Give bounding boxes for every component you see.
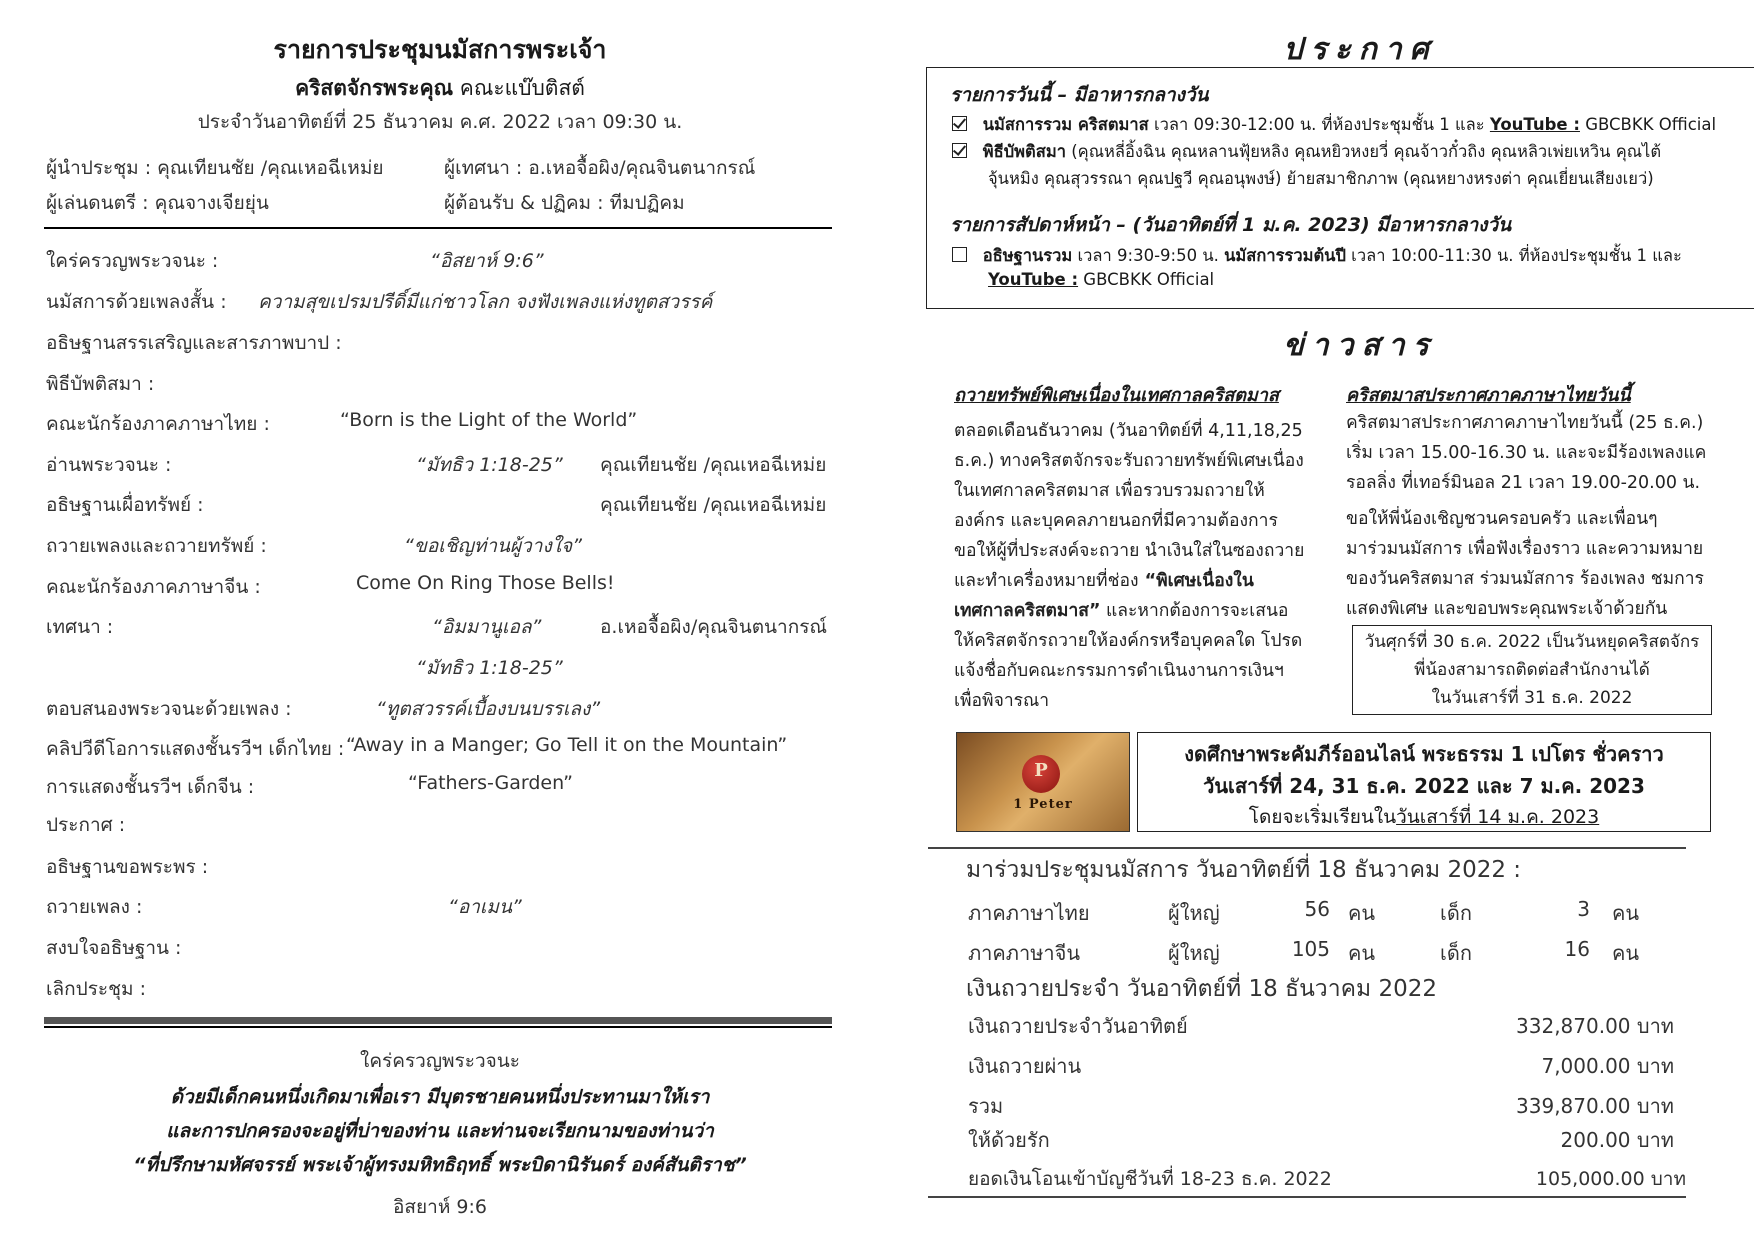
greeter: ผู้ต้อนรับ & ปฏิคม : ทีมปฏิคม — [444, 192, 685, 214]
verse-heading: ใคร่ครวญพระวจนะ — [360, 1050, 520, 1072]
order-item-label: นมัสการด้วยเพลงสั้น : — [46, 291, 227, 313]
order-item-person: คุณเทียนชัย /คุณเหอฉีเหม่ย — [600, 454, 827, 476]
announcements-title: ประกาศ — [1283, 32, 1437, 67]
order-item — [46, 810, 125, 840]
offering-label: เงินถวายประจำวันอาทิตย์ — [968, 1014, 1188, 1038]
next-week-item-cont: YouTube : GBCBKK Official — [988, 270, 1215, 289]
next-week-heading: รายการสัปดาห์หน้า – (วันอาทิตย์ที่ 1 ม.ค. 2023) มีอาหารกลางวัน — [950, 214, 1512, 236]
seal-letter: P — [1034, 760, 1048, 781]
today-heading: รายการวันนี้ – มีอาหารกลางวัน — [950, 84, 1209, 106]
order-item-label: อธิษฐานเผื่อทรัพย์ : — [46, 494, 204, 516]
order-item — [46, 974, 146, 1004]
news-right-heading: คริสตมาสประกาศภาคภาษาไทยวันนี้ — [1346, 385, 1631, 406]
order-item-label: เทศนา : — [46, 616, 114, 638]
order-item-label: อ่านพระวจนะ : — [46, 454, 172, 476]
order-item-detail: “อาเมน” — [448, 896, 522, 918]
offering-label: รวม — [968, 1094, 1004, 1118]
church-suffix: คณะแบ๊บติสต์ — [459, 76, 585, 100]
news-left-body: ตลอดเดือนธันวาคม (วันอาทิตย์ที่ 4,11,18,25 ธ.ค.) ทางคริสตจักรจะรับถวายทรัพย์พิเศษเนื่อง ในเทศกาลคริสตมาส เพื่อรวบรวมถวายให้ องค์กร และบุคคลภายนอกที่มีความต้องการ ขอให้ผู้ที่ประสงค์จะถวาย นำเงินใส่ในซองถวาย และทำเครื่องหมายที่ช่อง “พิเศษเนื่องใน เทศกาลคริสตมาส” และหากต้องการจะเสนอ ให้คริสตจักรถวายให้องค์กรหรือบุคคลใด โปรด แจ้งชื่อกับคณะกรรมการดำเนินงานการเงินฯ เพื่อพิจารณา — [954, 421, 1305, 711]
offering-amount: 105,000.00 บาท — [1535, 1168, 1686, 1190]
order-item-detail: “ทูตสวรรค์เบื้องบนบรรเลง” — [376, 698, 601, 720]
order-item-person: อ.เหอจื้อผิง/คุณจินตนากรณ์ — [600, 616, 828, 638]
order-item — [46, 369, 154, 399]
study-line-3: โดยจะเริ่มเรียนในวันเสาร์ที่ 14 ม.ค. 2023 — [1248, 806, 1600, 828]
today-item-worship: นมัสการรวม คริสตมาส เวลา 09:30-12:00 น. ที่ห้องประชุมชั้น 1 และ YouTube : GBCBKK Official — [952, 112, 1716, 138]
order-item — [46, 694, 601, 724]
youtube-link[interactable]: YouTube : — [988, 270, 1079, 289]
order-item-label: ตอบสนองพระวจนะด้วยเพลง : — [46, 698, 292, 720]
attendance-heading: มาร่วมประชุมนมัสการ วันอาทิตย์ที่ 18 ธันวาคม 2022 : — [966, 857, 1522, 883]
offering-label: ให้ด้วยรัก — [968, 1128, 1050, 1152]
order-item-label: การแสดงชั้นรวีฯ เด็กจีน : — [46, 776, 255, 798]
today-item-baptism: พิธีบัพติสมา (คุณหลี่อิ้งฉิน คุณหลานฟุ้ยหลิง คุณหยิวหงยวี่ คุณจ้าวกั๋วถิง คุณหลิวเพ่ยเหวิน คุณไต้ — [952, 139, 1661, 165]
order-item-label: อธิษฐานสรรเสริญและสารภาพบาป : — [46, 332, 342, 354]
divider-thick — [44, 1017, 832, 1024]
order-item — [46, 772, 573, 802]
order-item-detail: ความสุขเปรมปรีดิ์มีแก่ชาวโลก จงฟังเพลงแห่งทูตสวรรค์ — [258, 291, 713, 313]
order-item-label: ประกาศ : — [46, 814, 126, 836]
order-item-label: ถวายเพลง : — [46, 896, 143, 918]
order-item-detail: “ขอเชิญท่านผู้วางใจ” — [404, 535, 583, 557]
order-item-label: คลิปวีดีโอการแสดงชั้นรวีฯ เด็กไทย : — [46, 738, 345, 760]
service-date: ประจำวันอาทิตย์ที่ 25 ธันวาคม ค.ศ. 2022 เวลา 09:30 น. — [197, 111, 683, 133]
today-item-baptism-cont: จุ้นหมิง คุณสุวรรณา คุณปฐวี คุณอนุพงษ์) ย้ายสมาชิกภาพ (คุณหยางหรงต่า คุณเยี่ยนเสียงเยว่) — [988, 169, 1654, 188]
divider-thin — [44, 1026, 832, 1028]
order-item-label: สงบใจอธิษฐาน : — [46, 937, 182, 959]
offering-amount: 200.00 บาท — [1560, 1128, 1674, 1152]
verse-reference: อิสยาห์ 9:6 — [393, 1196, 487, 1218]
order-item-label: คณะนักร้องภาคภาษาไทย : — [46, 413, 270, 435]
study-line-1: งดศึกษาพระคัมภีร์ออนไลน์ พระธรรม 1 เปโตร ชั่วคราว — [1184, 742, 1664, 766]
order-item — [46, 246, 544, 276]
order-item-detail: “มัทธิว 1:18-25” — [416, 657, 563, 679]
order-item-detail: “อิมมานูเอล” — [432, 616, 542, 638]
divider — [44, 227, 832, 229]
order-item — [46, 490, 827, 520]
order-item-label: พิธีบัพติสมา : — [46, 373, 155, 395]
study-line-2: วันเสาร์ที่ 24, 31 ธ.ค. 2022 และ 7 ม.ค. 2023 — [1203, 774, 1645, 798]
preacher: ผู้เทศนา : อ.เหอจื้อผิง/คุณจินตนากรณ์ — [444, 157, 756, 179]
church-name-line — [0, 72, 880, 105]
verse-line-1: ด้วยมีเด็กคนหนึ่งเกิดมาเพื่อเรา มีบุตรชายคนหนึ่งประทานมาให้เรา — [170, 1086, 710, 1108]
next-week-item: อธิษฐานรวม เวลา 9:30-9:50 น. นมัสการรวมต้นปี เวลา 10:00-11:30 น. ที่ห้องประชุมชั้น 1 และ — [952, 243, 1682, 269]
divider — [928, 1196, 1686, 1198]
news-right-body: คริสตมาสประกาศภาคภาษาไทยวันนี้ (25 ธ.ค.) เริ่ม เวลา 15.00-16.30 น. และจะมีร้องเพลงแค รอลลิ่ง ที่เทอร์มินอล 21 เวลา 19.00-20.00 น. — [1346, 413, 1707, 493]
checkbox-checked — [952, 116, 967, 131]
divider — [928, 847, 1686, 849]
church-name: คริสตจักรพระคุณ — [295, 76, 454, 100]
order-item — [46, 852, 208, 882]
order-item-label: อธิษฐานขอพระพร : — [46, 856, 209, 878]
checkbox-checked — [952, 143, 967, 158]
order-item — [46, 531, 583, 561]
order-item — [46, 892, 522, 922]
checkbox-unchecked — [952, 247, 967, 262]
order-item-label: ถวายเพลงและถวายทรัพย์ : — [46, 535, 267, 557]
order-item — [46, 734, 788, 764]
order-item-detail: “Born is the Light of the World” — [340, 409, 638, 431]
order-item-label: เลิกประชุม : — [46, 978, 146, 1000]
order-item-detail: Come On Ring Those Bells! — [356, 572, 615, 594]
order-item — [46, 612, 828, 642]
1-peter-image — [956, 732, 1130, 832]
order-item-detail: “Away in a Manger; Go Tell it on the Mountain” — [346, 734, 788, 756]
order-item — [46, 450, 827, 480]
offering-label: ยอดเงินโอนเข้าบัญชีวันที่ 18-23 ธ.ค. 2022 — [968, 1168, 1332, 1190]
order-item — [46, 328, 342, 358]
order-item — [46, 287, 713, 317]
order-item-detail: “Fathers-Garden” — [408, 772, 573, 794]
news-left-heading: ถวายทรัพย์พิเศษเนื่องในเทศกาลคริสตมาส — [954, 385, 1279, 406]
offering-amount: 332,870.00 บาท — [1516, 1014, 1674, 1038]
offering-label: เงินถวายผ่าน — [968, 1054, 1082, 1078]
bulletin-title: รายการประชุมนมัสการพระเจ้า — [273, 35, 607, 64]
verse-line-3: “ที่ปรึกษามหัศจรรย์ พระเจ้าผู้ทรงมหิทธิฤทธิ์ พระบิดานิรันดร์ องค์สันติราช” — [133, 1154, 747, 1176]
offering-amount: 339,870.00 บาท — [1516, 1094, 1674, 1118]
verse-line-2: และการปกครองจะอยู่ที่บ่าของท่าน และท่านจะเรียกนามของท่านว่า — [166, 1120, 714, 1142]
holiday-notice: วันศุกร์ที่ 30 ธ.ค. 2022 เป็นวันหยุดคริสตจักร พี่น้องสามารถติดต่อสำนักงานได้ ในวันเสาร์ที่ 31 ธ.ค. 2022 — [1364, 632, 1700, 708]
youtube-link[interactable]: YouTube : — [1489, 115, 1580, 134]
order-item-detail: “อิสยาห์ 9:6” — [430, 250, 544, 272]
order-item — [46, 933, 181, 963]
offering-amount: 7,000.00 บาท — [1541, 1054, 1674, 1078]
news-right-invite: ขอให้พี่น้องเชิญชวนครอบครัว และเพื่อนๆ มาร่วมนมัสการ เพื่อฟังเรื่องราว และความหมาย ของวันคริสตมาส ร่วมนมัสการ ร้องเพลง ชมการ แสดงพิเศษ และขอบพระคุณพระเจ้าด้วยกัน — [1346, 509, 1704, 619]
leader: ผู้นำประชุม : คุณเทียนชัย /คุณเหอฉีเหม่ย — [46, 157, 384, 179]
order-item-detail: “มัทธิว 1:18-25” — [416, 454, 563, 476]
order-item — [46, 409, 638, 439]
image-caption: 1 Peter — [1013, 797, 1073, 812]
news-title: ข่าวสาร — [1283, 328, 1437, 363]
order-item-person: คุณเทียนชัย /คุณเหอฉีเหม่ย — [600, 494, 827, 516]
order-item-label: ใคร่ครวญพระวจนะ : — [46, 250, 219, 272]
offering-heading: เงินถวายประจำ วันอาทิตย์ที่ 18 ธันวาคม 2022 — [966, 976, 1438, 1002]
musician: ผู้เล่นดนตรี : คุณจางเจียยุ่น — [46, 192, 269, 214]
order-item-label: คณะนักร้องภาคภาษาจีน : — [46, 576, 261, 598]
order-item — [46, 572, 615, 602]
